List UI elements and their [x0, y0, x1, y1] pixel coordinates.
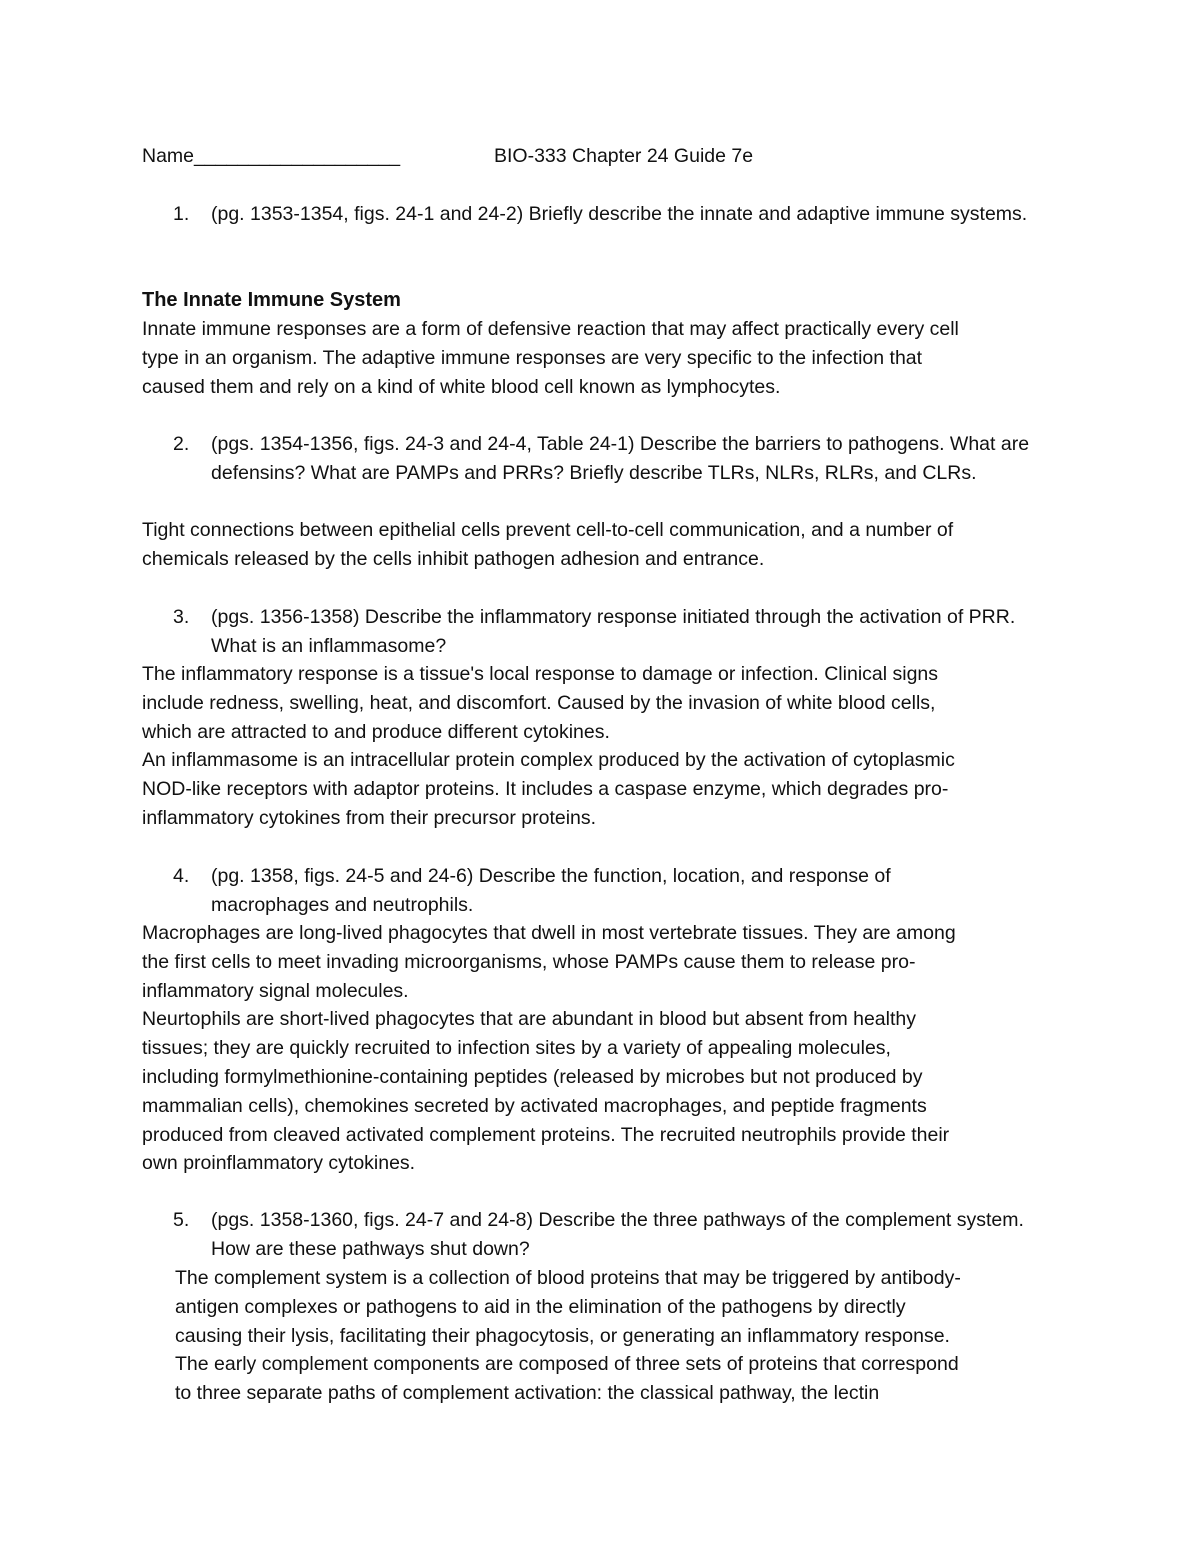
question-text: (pgs. 1358-1360, figs. 24-7 and 24-8) Describe the three pathways of the complement system. How are these pathways shut down? [211, 1209, 1024, 1260]
answer-4: Macrophages are long-lived phagocytes that dwell in most vertebrate tissues. They are among the first cells to meet invading microorganisms, whose PAMPs cause them to release pro- inflammatory signal molecules. Neurtophils are short-lived phagocytes that are abundant in blood but absent from healthy tissues; they are quickly recruited to infection sites by a variety of appealing molecules, including formylmethionine-containing peptides (released by microbes but not produced by mammalian cells), chemokines secreted by activated macrophages, and peptide fragments produced from cleaved activated complement proteins. The recruited neutrophils provide their own proinflammatory cytokines. [142, 922, 956, 1175]
question-1 [173, 200, 1043, 229]
question-5 [173, 1206, 1043, 1264]
question-number: 4. [173, 865, 190, 887]
question-text: (pg. 1358, figs. 24-5 and 24-6) Describe the function, location, and response of macrophages and neutrophils. [211, 865, 891, 916]
question-2 [173, 430, 1043, 488]
question-number: 3. [173, 606, 190, 628]
question-number: 2. [173, 433, 190, 455]
question-number: 1. [173, 203, 190, 225]
question-4 [173, 862, 973, 920]
answer-5: The complement system is a collection of blood proteins that may be triggered by antibody- antigen complexes or pathogens to aid in the elimination of the pathogens by directly causing their lysis, facilitating their phagocytosis, or generating an inflammatory response. The early complement components are composed of three sets of proteins that correspond to three separate paths of complement activation: the classical pathway, the lectin [175, 1267, 961, 1405]
answer-2: Tight connections between epithelial cells prevent cell-to-cell communication, and a number of chemicals released by the cells inhibit pathogen adhesion and entrance. [142, 519, 954, 570]
name-field-label: Name___________________ [142, 145, 401, 167]
question-3 [173, 603, 1063, 661]
section-heading: The Innate Immune System [142, 289, 401, 311]
answer-3: The inflammatory response is a tissue's local response to damage or infection. Clinical signs include redness, swelling, heat, and discomfort. Caused by the invasion of white blood cells, which are attracted to and produce different cytokines. An inflammasome is an intracellular protein complex produced by the activation of cytoplasmic NOD-like receptors with adaptor proteins. It includes a caspase enzyme, which degrades pro- inflammatory cytokines from their precursor proteins. [142, 663, 955, 829]
question-number: 5. [173, 1209, 190, 1231]
course-title: BIO-333 Chapter 24 Guide 7e [494, 145, 754, 167]
answer-1: Innate immune responses are a form of defensive reaction that may affect practically every cell type in an organism. The adaptive immune responses are very specific to the infection that caused them and rely on a kind of white blood cell known as lymphocytes. [142, 318, 959, 398]
question-text: (pgs. 1356-1358) Describe the inflammatory response initiated through the activation of PRR. What is an inflammasome? [211, 606, 1016, 657]
question-text: (pgs. 1354-1356, figs. 24-3 and 24-4, Table 24-1) Describe the barriers to pathogens. What are defensins? What are PAMPs and PRRs? Briefly describe TLRs, NLRs, RLRs, and CLRs. [211, 433, 1030, 484]
question-text: (pg. 1353-1354, figs. 24-1 and 24-2) Briefly describe the innate and adaptive immune systems. [211, 203, 1028, 225]
